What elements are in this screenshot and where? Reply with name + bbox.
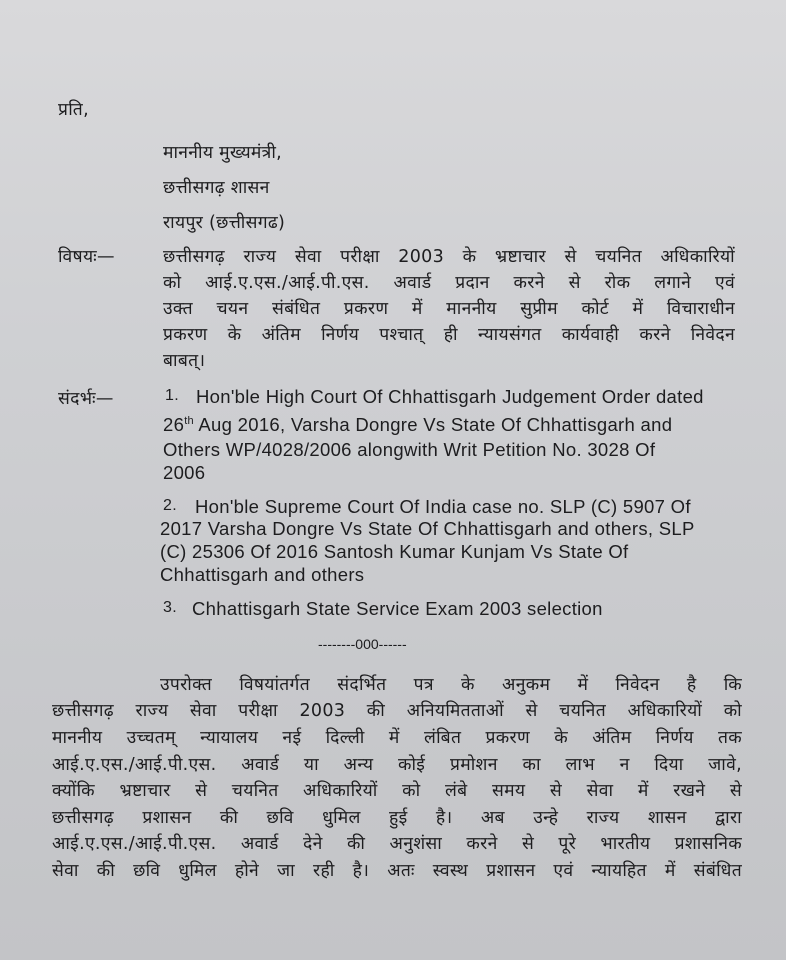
ref-2-number: 2. — [163, 497, 177, 514]
recipient-line-2: छत्तीसगढ़ शासन — [163, 178, 270, 198]
body-line-2: छत्तीसगढ़ राज्य सेवा परीक्षा 2003 की अनियमितताओं से चयनित अधिकारियों को — [52, 701, 742, 721]
ref-1-date-rest: Aug 2016, Varsha Dongre Vs State Of Chhattisgarh and — [193, 414, 673, 435]
ref-1-date-day: 26 — [163, 414, 185, 435]
reference-label: संदर्भः— — [58, 389, 114, 409]
ref-2-line-1: Hon'ble Supreme Court Of India case no. SLP (C) 5907 Of — [195, 496, 691, 517]
subject-line-2: को आई.ए.एस./आई.पी.एस. अवार्ड प्रदान करने से रोक लगाने एवं — [163, 273, 735, 293]
recipient-line-3: रायपुर (छत्तीसगढ) — [163, 213, 286, 233]
body-line-5: क्योंकि भ्रष्टाचार से चयनित अधिकारियों को लंबे समय से सेवा में रखने से — [52, 781, 742, 801]
ref-3-line-1: Chhattisgarh State Service Exam 2003 selection — [192, 598, 603, 619]
ref-1-number: 1. — [165, 387, 179, 404]
ref-1-date-suffix: th — [184, 414, 194, 427]
subject-line-4: प्रकरण के अंतिम निर्णय पश्चात् ही न्यायसंगत कार्यवाही करने निवेदन — [163, 325, 735, 345]
ref-2-line-4: Chhattisgarh and others — [160, 564, 365, 585]
ref-1-line-2 — [163, 414, 672, 436]
ref-2-line-3: (C) 25306 Of 2016 Santosh Kumar Kunjam Vs State Of — [160, 541, 629, 562]
separator: --------000------ — [318, 636, 407, 652]
body-line-3: माननीय उच्चतम् न्यायालय नई दिल्ली में लंबित प्रकरण के अंतिम निर्णय तक — [52, 728, 742, 748]
salutation: प्रति, — [58, 100, 89, 120]
ref-2-line-2: 2017 Varsha Dongre Vs State Of Chhattisgarh and others, SLP — [160, 518, 695, 539]
subject-label: विषयः— — [58, 247, 115, 267]
body-line-1: उपरोक्त विषयांतर्गत संदर्भित पत्र के अनुकम में निवेदन है कि — [160, 675, 742, 695]
ref-1-line-1: Hon'ble High Court Of Chhattisgarh Judgement Order dated — [196, 386, 704, 407]
subject-line-5: बाबत्। — [163, 351, 206, 371]
body-line-7: आई.ए.एस./आई.पी.एस. अवार्ड देने की अनुशंसा करने से पूरे भारतीय प्रशासनिक — [52, 834, 742, 854]
recipient-line-1: माननीय मुख्यमंत्री, — [163, 143, 283, 163]
subject-line-3: उक्त चयन संबंधित प्रकरण में माननीय सुप्रीम कोर्ट में विचाराधीन — [163, 299, 735, 319]
body-line-8: सेवा की छवि धुमिल होने जा रही है। अतः स्वस्थ प्रशासन एवं न्यायहित में संबंधित — [52, 861, 742, 881]
body-line-4: आई.ए.एस./आई.पी.एस. अवार्ड या अन्य कोई प्रमोशन का लाभ न दिया जावे, — [52, 755, 742, 775]
body-line-6: छत्तीसगढ़ प्रशासन की छवि धुमिल हुई है। अब उन्हे राज्य शासन द्वारा — [52, 808, 742, 828]
subject-line-1: छत्तीसगढ़ राज्य सेवा परीक्षा 2003 के भ्रष्टाचार से चयनित अधिकारियों — [163, 247, 735, 267]
ref-1-line-3: Others WP/4028/2006 alongwith Writ Petition No. 3028 Of — [163, 439, 656, 460]
ref-1-line-4: 2006 — [163, 462, 206, 483]
ref-3-number: 3. — [163, 599, 177, 616]
